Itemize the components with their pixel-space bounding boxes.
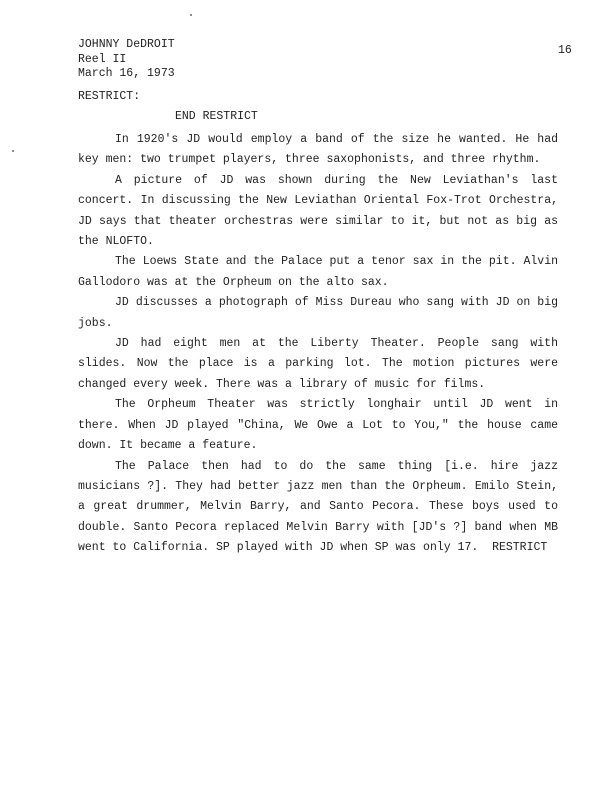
interviewee-name: JOHNNY DeDROIT bbox=[78, 38, 175, 51]
scan-speck bbox=[12, 150, 14, 152]
page-number: 16 bbox=[558, 44, 572, 57]
scan-speck bbox=[190, 14, 192, 16]
transcript-body bbox=[78, 130, 558, 559]
reel-label: Reel II bbox=[78, 52, 127, 66]
paragraph-2: A picture of JD was shown during the New Leviathan's last concert. In discussing the New Leviathan Oriental Fox-Trot Orchestra, JD says that theater orchestras were similar to it, but not as big as the NLOFTO. bbox=[78, 173, 558, 249]
closing-restrict-label: RESTRICT bbox=[492, 541, 548, 555]
end-restrict-label: END RESTRICT bbox=[175, 110, 258, 123]
interview-date: March 16, 1973 bbox=[78, 67, 175, 80]
transcript-header bbox=[78, 38, 175, 82]
paragraph-7-text: The Palace then had to do the same thing [i.e. hire jazz musicians ?]. They had better jazz men than the Orpheum. Emilo Stein, a great drummer, Melvin Barry, and Santo Pecora. These boys used to double. Santo Pecora replaced Melvin Barry with [JD's ?] band when MB went to California. SP played with JD when SP was only 17. bbox=[78, 459, 558, 555]
paragraph-4: JD discusses a photograph of Miss Dureau who sang with JD on big jobs. bbox=[78, 296, 558, 330]
paragraph-7 bbox=[78, 457, 558, 559]
paragraph-3: The Loews State and the Palace put a tenor sax in the pit. Alvin Gallodoro was at the Orpheum on the alto sax. bbox=[78, 255, 558, 289]
paragraph-1: In 1920's JD would employ a band of the size he wanted. He had key men: two trumpet players, three saxophonists, and three rhythm. bbox=[78, 133, 558, 167]
paragraph-6: The Orpheum Theater was strictly longhair until JD went in there. When JD played "China, We Owe a Lot to You," the house came down. It became a feature. bbox=[78, 398, 558, 453]
restrict-label: RESTRICT: bbox=[78, 90, 141, 103]
paragraph-5: JD had eight men at the Liberty Theater. People sang with slides. Now the place is a parking lot. The motion pictures were changed every week. There was a library of music for films. bbox=[78, 337, 558, 391]
